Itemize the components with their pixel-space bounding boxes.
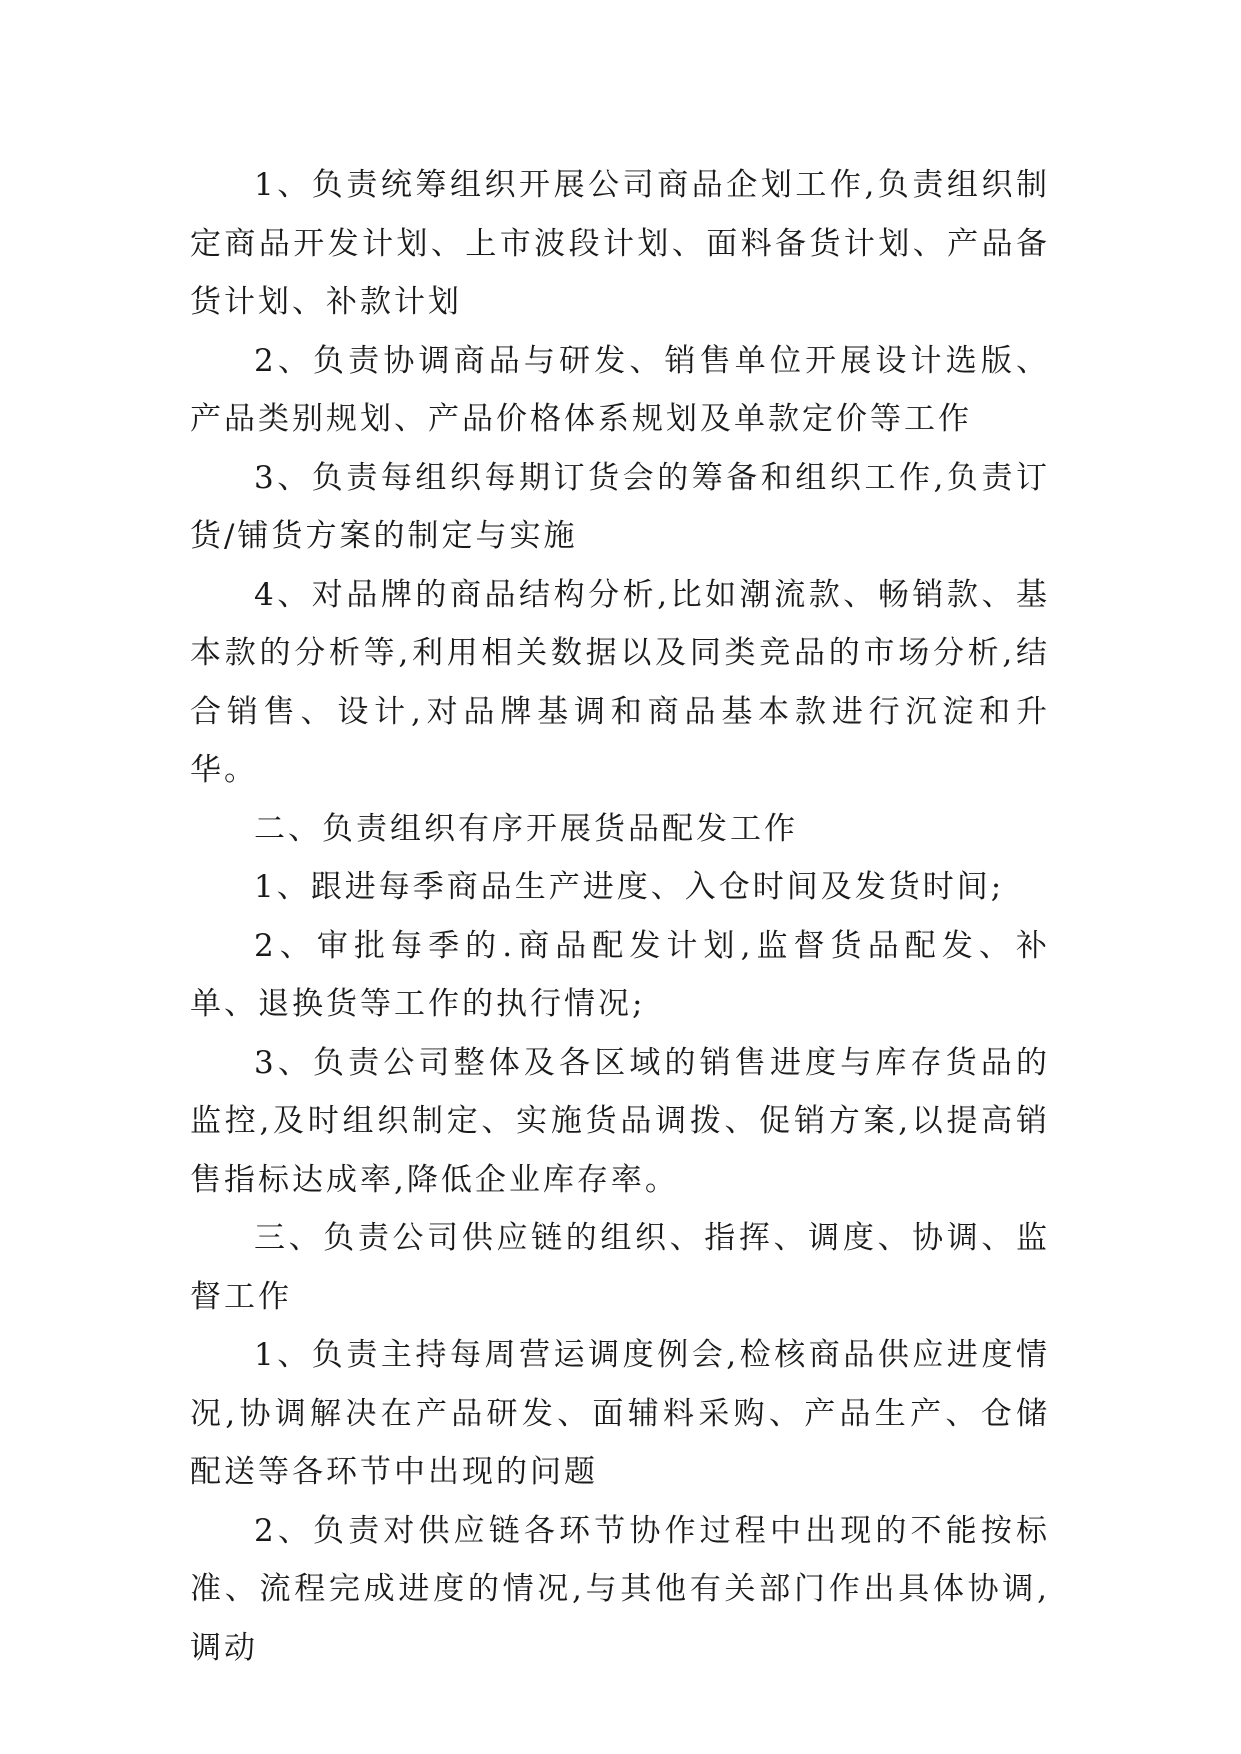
paragraph-7: 3、负责公司整体及各区域的销售进度与库存货品的监控,及时组织制定、实施货品调拨、促销方案,以提高销售指标达成率,降低企业库存率。: [190, 1044, 1050, 1198]
document-body: [190, 156, 1050, 1677]
paragraph-5: 1、跟进每季商品生产进度、入仓时间及发货时间;: [254, 869, 1005, 905]
paragraph-1: 1、负责统筹组织开展公司商品企划工作,负责组织制定商品开发计划、上市波段计划、面料备货计划、产品备货计划、补款计划: [190, 167, 1050, 320]
paragraph-4: 4、对品牌的商品结构分析,比如潮流款、畅销款、基本款的分析等,利用相关数据以及同类竞品的市场分析,结合销售、设计,对品牌基调和商品基本款进行沉淀和升华。: [190, 576, 1050, 788]
section-heading-2: 二、负责组织有序开展货品配发工作: [254, 810, 798, 847]
paragraph-3: 3、负责每组织每期订货会的筹备和组织工作,负责订货/铺货方案的制定与实施: [190, 459, 1050, 554]
paragraph-9: 2、负责对供应链各环节协作过程中出现的不能按标准、流程完成进度的情况,与其他有关部门作出具体协调,调动: [190, 1512, 1050, 1666]
paragraph-6: 2、审批每季的.商品配发计划,监督货品配发、补单、退换货等工作的执行情况;: [190, 927, 1050, 1022]
paragraph-2: 2、负责协调商品与研发、销售单位开展设计选版、产品类别规划、产品价格体系规划及单款定价等工作: [190, 342, 1050, 437]
paragraph-8: 1、负责主持每周营运调度例会,检核商品供应进度情况,协调解决在产品研发、面辅料采购、产品生产、仓储配送等各环节中出现的问题: [190, 1337, 1050, 1490]
section-heading-3: 三、负责公司供应链的组织、指挥、调度、协调、监督工作: [190, 1220, 1050, 1315]
